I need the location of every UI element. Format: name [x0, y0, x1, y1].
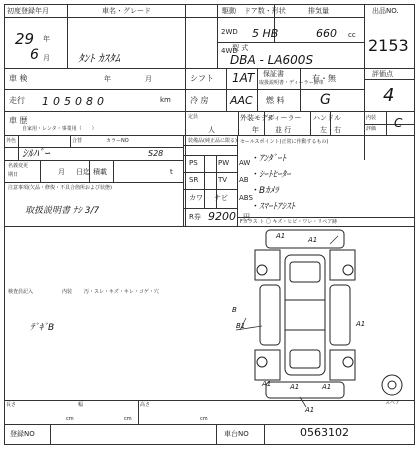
mileage-digit: 0: [97, 95, 104, 108]
model-code: DBA - LA600S: [230, 53, 314, 67]
car-name: ﾀﾝﾄ ｶｽﾀﾑ: [78, 52, 120, 65]
notes-label: 注意事項(欠品・修復・不具合箇所および状態): [8, 185, 112, 191]
month-unit: 月: [43, 54, 50, 62]
equip-pw: PW: [218, 159, 230, 167]
damage-mark: A1: [276, 232, 286, 240]
listing-no-value: 2153: [368, 36, 409, 55]
sales-point: ・ｼｰﾄﾋｰﾀｰ: [250, 170, 291, 180]
mileage-digit: 1: [42, 95, 49, 108]
mileage-digit: 5: [64, 95, 71, 108]
equip-navi: ナビ: [214, 194, 228, 202]
equip-aw: AW: [239, 159, 251, 167]
eval-label: 評価: [366, 126, 377, 132]
damage-mark: A1: [356, 320, 366, 328]
shaken-month-unit: 月: [145, 75, 152, 83]
length-label: 長さ: [6, 402, 17, 408]
door-shape-value: 5 HB: [252, 27, 279, 40]
sales-point: ・Bｶﾒﾗ: [250, 186, 279, 196]
inspector-label: 検査員記入: [8, 289, 34, 295]
displacement-unit: cc: [348, 31, 356, 39]
period-day: 日迄: [76, 168, 90, 176]
handle-label: ハンドル: [313, 114, 341, 122]
damage-mark: A1: [290, 383, 300, 391]
shaken-label: 車 検: [9, 74, 28, 83]
r-ticket-value: 9200: [208, 210, 236, 223]
rating-value: 4: [383, 85, 395, 106]
height-label: 高さ: [140, 402, 151, 408]
equip-sr: SR: [189, 176, 199, 184]
warranty-options: 有・無: [312, 74, 336, 83]
outer-model-label: 外装モデル: [240, 114, 275, 122]
mileage-label: 走行: [9, 96, 25, 105]
damage-mark: A1: [308, 236, 318, 244]
equip-kawa: カワ: [189, 194, 203, 202]
sales-point: ・ｽﾏｰﾄｱｼｽﾄ: [250, 202, 296, 212]
r-ticket-unit: 円: [243, 213, 250, 221]
ac-value: AAC: [230, 94, 253, 107]
width-unit: cm: [124, 416, 132, 422]
equip-ab: AB: [239, 176, 249, 184]
capacity-label: 定員: [188, 114, 199, 120]
displacement-label: 排気量: [308, 7, 329, 15]
notes-text: 取扱説明書 ﾅｼ 3/7: [25, 206, 100, 216]
name-change-label: 名義変更: [8, 163, 29, 169]
fuel-value: G: [320, 92, 331, 108]
drive-label: 駆動: [222, 7, 236, 15]
mileage-digit: 0: [75, 95, 82, 108]
warranty-label: 保証書: [263, 70, 284, 78]
listing-no-label: 出品NO.: [372, 7, 399, 15]
interior-label: 内装: [366, 115, 377, 121]
color-no-label: カラーNO: [106, 138, 129, 144]
name-grade-label: 車名・グレード: [102, 7, 151, 15]
interior-grade: C: [394, 116, 403, 130]
model-label: 型 式: [232, 44, 249, 52]
reg-no-label: 登録NO: [10, 430, 35, 438]
shift-value: 1AT: [232, 71, 255, 85]
history-sub: 自家用・レンタ・事業用（ ）: [22, 126, 97, 132]
first-reg-year: 29: [15, 30, 35, 48]
mileage-digit: 8: [86, 95, 93, 108]
damage-mark: B1: [236, 322, 246, 330]
chassis-value: 0563102: [300, 426, 349, 439]
inspector-legend: 汚・スレ・キズ・キレ・コゲ・穴: [84, 289, 159, 295]
glass-legend: Fガラス ト 〇 キズ・ヒビ・ワレ・リペア跡: [240, 219, 338, 225]
width-label: 幅: [78, 402, 84, 408]
equip-ps: PS: [189, 159, 198, 167]
shaken-year-unit: 年: [104, 75, 111, 83]
handle-options: 左・右: [320, 126, 341, 134]
r-ticket-label: R券: [189, 213, 201, 221]
period-label: 期日: [8, 172, 19, 178]
damage-mark: A1: [305, 406, 315, 414]
damage-mark: B: [232, 306, 237, 314]
damage-mark: A1: [322, 383, 332, 391]
chassis-label: 車台NO: [224, 430, 249, 438]
inspector-sub: 内装: [62, 289, 73, 295]
first-reg-label: 初度登録年月: [7, 7, 49, 15]
mileage-digit: 0: [53, 95, 60, 108]
sales-point: ・ｱﾝﾀﾞｰﾄ: [250, 154, 287, 164]
loading-label: 積載: [93, 168, 107, 176]
drive-2wd: 2WD: [221, 28, 238, 36]
length-unit: cm: [66, 416, 74, 422]
car-diagram: [255, 230, 402, 398]
combined-label: 合替: [72, 138, 83, 144]
ac-label: 冷 房: [190, 96, 209, 105]
equip-tv: TV: [218, 176, 228, 184]
year-unit: 年: [43, 35, 50, 43]
km-unit: km: [160, 96, 171, 104]
period-month: 月: [58, 168, 65, 176]
rating-label: 評価点: [372, 70, 393, 78]
damage-mark: A1: [262, 380, 272, 388]
shift-label: シフト: [190, 74, 214, 83]
fuel-label: 燃 料: [266, 96, 285, 105]
equip-abs: ABS: [239, 194, 253, 202]
history-label: 車 歴: [9, 116, 28, 125]
parallel-label: 並 行: [275, 126, 292, 134]
warranty-sub: 取扱説明書・ディーラー新車: [259, 80, 324, 86]
mileage-digits: [42, 95, 104, 108]
color-value: ｼﾙﾊﾞｰ: [22, 147, 50, 160]
door-shape-label: ドア数・形状: [244, 7, 286, 15]
sales-points-label: セールスポイント(正常に作動するもの): [240, 139, 329, 145]
equipment-label: 装備品(純正品に限る): [188, 138, 237, 144]
outer-model-year-unit: 年: [252, 126, 259, 134]
loading-unit: t: [170, 168, 173, 176]
color-no-value: S28: [148, 149, 164, 158]
capacity-unit: 人: [208, 126, 215, 134]
height-unit: cm: [200, 416, 208, 422]
inspector-note: ﾃﾞｷﾞB: [30, 323, 55, 333]
displacement-value: 660: [316, 27, 337, 40]
dealer-label: ディーラー: [267, 114, 302, 122]
first-reg-month: 6: [30, 47, 39, 63]
outer-color-label: 外色: [6, 138, 17, 144]
spare-label: スペア: [385, 400, 401, 406]
drive-4wd: 4WD: [221, 47, 238, 55]
